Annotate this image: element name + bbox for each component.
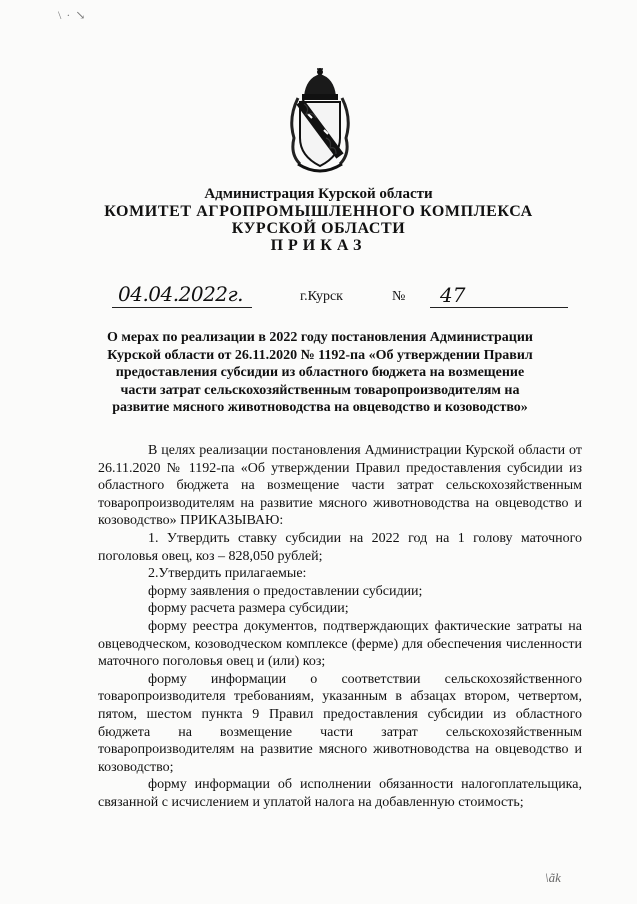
document-type: ПРИКАЗ [270, 237, 367, 254]
coat-of-arms-emblem-icon [286, 68, 354, 180]
handwritten-number: 47 [440, 283, 466, 307]
date-field [112, 282, 252, 308]
document-body [98, 442, 582, 811]
form-item-calculation: форму расчета размера субсидии; [148, 601, 349, 617]
scan-mark-top: \ · ↘ [58, 8, 87, 22]
city-label: г.Курск [300, 289, 343, 304]
document-title: О мерах по реализации в 2022 году постановления Администрации Курской области от 26.11.2020 № 1192-па «Об утверждении Правил предоставления субсидии из областного бюджета на возмещение части затрат сельскохозяйственным товаропроизводителям на развитие мясного животноводства на овцеводство и козоводство» [107, 330, 533, 415]
form-item-vat: форму информации об исполнении обязанности налогоплательщика, связанной с исчислением и уплатой налога на добавленную стоимость; [98, 777, 582, 810]
preamble-paragraph: В целях реализации постановления Администрации Курской области от 26.11.2020 № 1192-па «Об утверждении Правил предоставления субсидии из областного бюджета на возмещение части затрат сельскохозяйственным товаропроизводителям на развитие мясного животноводства на овцеводство и козоводство» ПРИКАЗЫВАЮ: [98, 443, 582, 529]
number-field [430, 285, 568, 308]
item-1-paragraph: 1. Утвердить ставку субсидии на 2022 год на 1 голову маточного поголовья овец, коз – 828,050 рублей; [98, 530, 582, 564]
form-item-application: форму заявления о предоставлении субсидии; [148, 583, 423, 599]
handwritten-date: 04.04.2022г. [118, 282, 243, 306]
region-name: КУРСКОЙ ОБЛАСТИ [231, 220, 406, 237]
item-2-paragraph: 2.Утвердить прилагаемые: [148, 566, 307, 582]
administration-name: Администрация Курской области [204, 186, 433, 202]
committee-name: КОМИТЕТ АГРОПРОМЫШЛЕННОГО КОМПЛЕКСА [104, 203, 533, 220]
form-item-compliance: форму информации о соответствии сельскохозяйственного товаропроизводителя требованиям, указанным в абзацах втором, четвертом, пятом, шестом пункта 9 Правил предоставления субсидии из областного бюджета на возмещение части затрат сельскохозяйственным товаропроизводителям на развитие мясного животноводства на овцеводство и козоводство; [98, 671, 582, 775]
scan-mark-bottom: \ãk [545, 870, 561, 885]
number-sign: № [392, 289, 406, 304]
form-item-registry: форму реестра документов, подтверждающих фактические затраты на овцеводческом, козоводческом комплексе (ферме) для обеспечения численности маточного поголовья овец и (или) коз; [98, 618, 582, 670]
